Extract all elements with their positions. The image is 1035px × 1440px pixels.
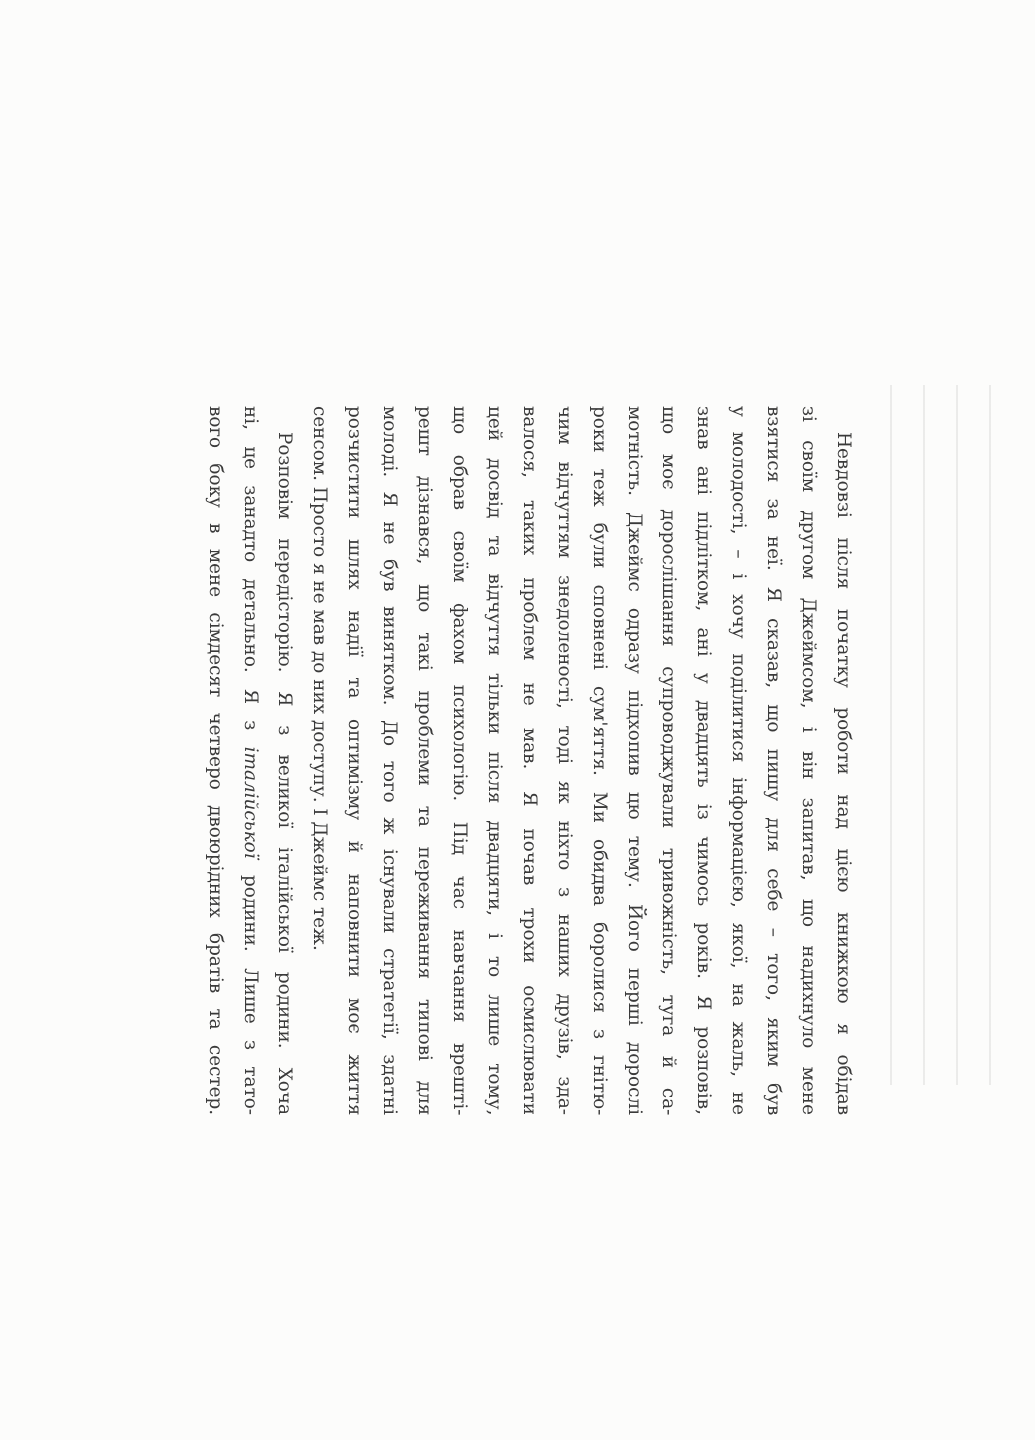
text-line-mixed: [232, 380, 267, 1115]
show-through: [878, 385, 996, 1085]
text-line: що моє дорослішання супроводжували тривожність, туга й са-: [658, 406, 680, 1116]
text-line: валося, таких проблем не мав. Я почав трохи осмислювати: [518, 406, 540, 1115]
text-line: цей досвід та відчуття тільки після двадцяти, і то лише тому,: [483, 406, 505, 1116]
text-line: розчистити шлях надії та оптимізму й наповнити моє життя: [344, 406, 366, 1116]
text-line: чим відчуттям знедоленості, тоді як ніхто з наших друзів, зда-: [553, 406, 575, 1115]
paragraph-2: [197, 380, 302, 1115]
text-line: у молодості, – і хочу поділитися інформацією, якої, на жаль, не: [728, 406, 750, 1115]
text-line: знав ані підлітком, ані у двадцять із чимось років. Я розповів,: [693, 406, 715, 1115]
text-line: що обрав своїм фахом психологію. Під час навчання врешті-: [449, 406, 471, 1116]
text-line: зі своїм другом Джеймсом, і він запитав, що надихнуло мене: [798, 406, 820, 1115]
paragraph-1: [302, 380, 861, 1115]
text-line: молоді. Я не був винятком. До того ж існували стратегії, здатні: [379, 406, 401, 1115]
text-line: решт дізнався, що такі проблеми та переживання типові для: [414, 406, 436, 1116]
text-line: вого боку в мене сімдесят четверо двоюрідних братів та сестер.: [204, 406, 226, 1116]
rotated-text: [100, 380, 860, 1115]
text-block: [100, 380, 860, 1115]
text-span: родини. Лише з тато-: [239, 858, 261, 1116]
text-line: Невдовзі після початку роботи над цією книжкою я обідав: [833, 432, 854, 1116]
text-line: взятися за неї. Я сказав, що пишу для себе – того, яким був: [763, 406, 785, 1116]
text-line: сенсом. Просто я не мав до них доступу. І Джеймс теж.: [309, 406, 331, 951]
text-span: ні, це занадто детально. Я з: [239, 406, 261, 747]
text-line: мотність. Джеймс одразу підхопив цю тему. Його перші дорослі: [623, 406, 645, 1115]
italic-word: італійської: [239, 746, 261, 859]
text-line: Розповім передісторію. Я з великої італійської родини. Хоча: [274, 432, 296, 1115]
text-line: роки теж були сповнені сум'яття. Ми обидва боролися з гнітю-: [588, 406, 610, 1116]
